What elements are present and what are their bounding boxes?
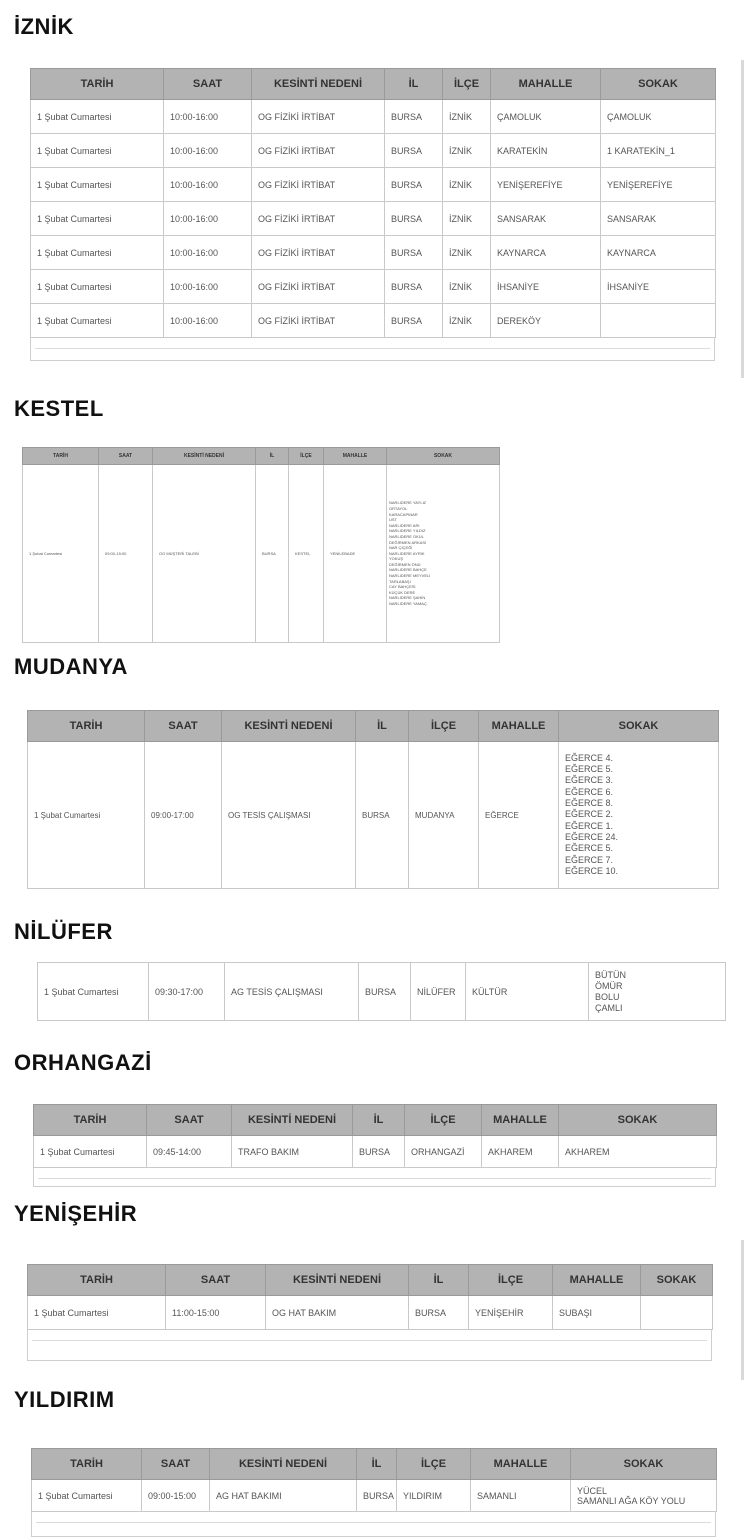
header-saat: SAAT: [145, 711, 222, 742]
outage-table-mudanya: [27, 710, 718, 889]
cell-saat: 10:00-16:00: [164, 236, 252, 270]
cell-neden: OG FİZİKİ İRTİBAT: [252, 202, 385, 236]
cell-sokak-list: [387, 465, 500, 643]
street-name: EĞERCE 2.: [565, 809, 614, 820]
cell-tarih: 1 Şubat Cumartesi: [31, 134, 164, 168]
table-row: [31, 168, 716, 202]
cell-neden: OG HAT BAKIM: [266, 1296, 409, 1330]
outage-table-iznik: [30, 68, 715, 361]
cell-saat: 09:00-15:00: [142, 1480, 210, 1512]
street-name: NARLIDERE ARI: [389, 522, 420, 528]
cell-ilce: NİLÜFER: [411, 963, 466, 1021]
cell-ilce: İZNİK: [443, 236, 491, 270]
header-sokak: SOKAK: [387, 448, 500, 465]
table-row: [23, 465, 500, 643]
cell-sokak-list: [589, 963, 726, 1021]
cell-il: BURSA: [353, 1136, 405, 1168]
table-row: [31, 134, 716, 168]
header-neden: KESİNTİ NEDENİ: [153, 448, 256, 465]
cell-ilce: İZNİK: [443, 168, 491, 202]
street-name: NARLIDERE BAHÇE: [389, 567, 427, 573]
cell-il: BURSA: [357, 1480, 397, 1512]
cell-tarih: 1 Şubat Cumartesi: [38, 963, 149, 1021]
cell-sokak: YENİŞEREFİYE: [601, 168, 716, 202]
table-footer-spacer: [30, 338, 715, 361]
cell-saat: 10:00-16:00: [164, 202, 252, 236]
cell-ilce: İZNİK: [443, 304, 491, 338]
table-footer-spacer: [33, 1168, 716, 1187]
header-neden: KESİNTİ NEDENİ: [252, 69, 385, 100]
cell-ilce: İZNİK: [443, 100, 491, 134]
cell-ilce: İZNİK: [443, 134, 491, 168]
cell-saat: 10:00-16:00: [164, 270, 252, 304]
cell-mahalle: SAMANLI: [471, 1480, 571, 1512]
cell-il: BURSA: [409, 1296, 469, 1330]
header-ilce: İLÇE: [443, 69, 491, 100]
cell-tarih: 1 Şubat Cumartesi: [31, 202, 164, 236]
header-sokak: SOKAK: [559, 1105, 717, 1136]
section-title-yildirim: YILDIRIM: [14, 1387, 115, 1412]
street-name: ÇAMLI: [595, 1002, 623, 1013]
cell-mahalle: YENİŞEREFİYE: [491, 168, 601, 202]
table-row: [31, 100, 716, 134]
section-title-mudanya: MUDANYA: [14, 654, 128, 679]
outage-table-nilufer: [37, 962, 725, 1021]
table-row: [32, 1480, 717, 1512]
header-mahalle: MAHALLE: [471, 1449, 571, 1480]
street-name: EĞERCE 5.: [565, 843, 614, 854]
header-neden: KESİNTİ NEDENİ: [266, 1265, 409, 1296]
table-row: [31, 236, 716, 270]
cell-tarih: 1 Şubat Cumartesi: [31, 100, 164, 134]
cell-saat: 10:00-16:00: [164, 168, 252, 202]
cell-saat: 09:00-15:00: [99, 465, 153, 643]
header-il: İL: [356, 711, 409, 742]
street-name: NARLIDERE AYRIK: [389, 550, 425, 556]
page-edge-line: [741, 1240, 744, 1380]
cell-il: BURSA: [385, 100, 443, 134]
cell-tarih: 1 Şubat Cumartesi: [31, 236, 164, 270]
table-row: [28, 1296, 713, 1330]
section-title-yenisehir: YENİŞEHİR: [14, 1201, 138, 1226]
header-mahalle: MAHALLE: [553, 1265, 641, 1296]
header-sokak: SOKAK: [641, 1265, 713, 1296]
cell-ilce: İZNİK: [443, 270, 491, 304]
cell-sokak: YÜCEL SAMANLI AĞA KÖY YOLU: [571, 1480, 717, 1512]
table-row: [34, 1136, 717, 1168]
header-mahalle: MAHALLE: [482, 1105, 559, 1136]
header-tarih: TARİH: [23, 448, 99, 465]
table-header-row: [28, 1265, 713, 1296]
cell-neden: OG FİZİKİ İRTİBAT: [252, 304, 385, 338]
street-name: EĞERCE 1.: [565, 820, 614, 831]
street-name: ÖMÜR: [595, 980, 623, 991]
street-name: NARLIDERE YAMAÇ: [389, 601, 427, 607]
header-ilce: İLÇE: [397, 1449, 471, 1480]
cell-saat: 10:00-16:00: [164, 100, 252, 134]
cell-tarih: 1 Şubat Cumartesi: [34, 1136, 147, 1168]
cell-il: BURSA: [385, 168, 443, 202]
cell-neden: OG FİZİKİ İRTİBAT: [252, 270, 385, 304]
street-name: NARLIDERE YAYLIZ: [389, 500, 427, 506]
street-name: TARLABAŞI: [389, 578, 411, 584]
header-mahalle: MAHALLE: [479, 711, 559, 742]
street-name: EĞERCE 4.: [565, 752, 614, 763]
table-row: [31, 304, 716, 338]
cell-saat: 11:00-15:00: [166, 1296, 266, 1330]
table-header-row: [28, 711, 719, 742]
header-neden: KESİNTİ NEDENİ: [210, 1449, 357, 1480]
street-name: UST: [389, 517, 397, 523]
cell-ilce: MUDANYA: [409, 742, 479, 889]
cell-mahalle: KARATEKİN: [491, 134, 601, 168]
header-tarih: TARİH: [31, 69, 164, 100]
table-header-row: [32, 1449, 717, 1480]
header-tarih: TARİH: [34, 1105, 147, 1136]
cell-saat: 09:30-17:00: [149, 963, 225, 1021]
street-name: DEĞİRMEN ÖNÜ: [389, 561, 421, 567]
table-header-row: [31, 69, 716, 100]
cell-tarih: 1 Şubat Cumartesi: [32, 1480, 142, 1512]
cell-sokak: KAYNARCA: [601, 236, 716, 270]
street-name: KARACAPINAR: [389, 511, 418, 517]
table-footer-spacer: [27, 1330, 712, 1361]
street-name: NARLIDERE YILDIZ: [389, 528, 426, 534]
outage-table-orhangazi: [33, 1104, 716, 1187]
page-edge-line: [741, 60, 744, 378]
street-name: EĞERCE 3.: [565, 775, 614, 786]
street-name: BOLU: [595, 991, 620, 1002]
cell-tarih: 1 Şubat Cumartesi: [28, 1296, 166, 1330]
header-tarih: TARİH: [28, 711, 145, 742]
header-ilce: İLÇE: [469, 1265, 553, 1296]
table-header-row: [23, 448, 500, 465]
header-saat: SAAT: [142, 1449, 210, 1480]
cell-neden: OG MÜŞTERİ TALEBİ: [153, 465, 256, 643]
street-name: CAY BAHÇESİ: [389, 584, 416, 590]
table-row: [28, 742, 719, 889]
header-sokak: SOKAK: [571, 1449, 717, 1480]
cell-ilce: İZNİK: [443, 202, 491, 236]
street-name: NARLIDERE ŞAHİN: [389, 595, 426, 601]
header-neden: KESİNTİ NEDENİ: [222, 711, 356, 742]
header-il: İL: [353, 1105, 405, 1136]
cell-tarih: 1 Şubat Cumartesi: [23, 465, 99, 643]
street-name: EĞERCE 6.: [565, 786, 614, 797]
cell-mahalle: İHSANİYE: [491, 270, 601, 304]
cell-ilce: YENİŞEHİR: [469, 1296, 553, 1330]
header-tarih: TARİH: [32, 1449, 142, 1480]
cell-mahalle: KAYNARCA: [491, 236, 601, 270]
cell-tarih: 1 Şubat Cumartesi: [28, 742, 145, 889]
header-ilce: İLÇE: [405, 1105, 482, 1136]
cell-il: BURSA: [356, 742, 409, 889]
section-title-kestel: KESTEL: [14, 396, 104, 421]
cell-il: BURSA: [256, 465, 289, 643]
cell-mahalle: KÜLTÜR: [466, 963, 589, 1021]
cell-il: BURSA: [359, 963, 411, 1021]
cell-sokak-list: [559, 742, 719, 889]
header-saat: SAAT: [164, 69, 252, 100]
street-name: NAR ÇİÇEĞİ: [389, 545, 413, 551]
cell-neden: OG FİZİKİ İRTİBAT: [252, 100, 385, 134]
street-name: EĞERCE 7.: [565, 854, 614, 865]
street-name: DEĞİRMEN ARKASI: [389, 539, 427, 545]
street-name: YOKUŞ: [389, 556, 404, 562]
street-name: EĞERCE 8.: [565, 798, 614, 809]
outage-table-kestel: [22, 447, 499, 643]
header-il: İL: [409, 1265, 469, 1296]
cell-il: BURSA: [385, 270, 443, 304]
cell-mahalle: SANSARAK: [491, 202, 601, 236]
header-saat: SAAT: [147, 1105, 232, 1136]
header-sokak: SOKAK: [559, 711, 719, 742]
cell-sokak: ÇAMOLUK: [601, 100, 716, 134]
street-name: BÜTÜN: [595, 969, 626, 980]
table-row: [31, 270, 716, 304]
cell-tarih: 1 Şubat Cumartesi: [31, 168, 164, 202]
cell-sokak: [601, 304, 716, 338]
cell-sokak: 1 KARATEKİN_1: [601, 134, 716, 168]
header-saat: SAAT: [99, 448, 153, 465]
street-name: KÜÇÜK DERE: [389, 589, 416, 595]
street-name: NARLIDERE MEYVELİ: [389, 573, 431, 579]
street-name: EĞERCE 5.: [565, 764, 614, 775]
section-title-orhangazi: ORHANGAZİ: [14, 1050, 152, 1075]
cell-ilce: YILDIRIM: [397, 1480, 471, 1512]
header-ilce: İLÇE: [409, 711, 479, 742]
cell-il: BURSA: [385, 202, 443, 236]
cell-mahalle: EĞERCE: [479, 742, 559, 889]
cell-neden: OG FİZİKİ İRTİBAT: [252, 134, 385, 168]
cell-tarih: 1 Şubat Cumartesi: [31, 270, 164, 304]
table-footer-spacer: [31, 1512, 716, 1537]
cell-saat: 10:00-16:00: [164, 304, 252, 338]
header-il: İL: [385, 69, 443, 100]
cell-mahalle: SUBAŞI: [553, 1296, 641, 1330]
cell-sokak: SANSARAK: [601, 202, 716, 236]
cell-neden: OG FİZİKİ İRTİBAT: [252, 168, 385, 202]
cell-mahalle: AKHAREM: [482, 1136, 559, 1168]
header-saat: SAAT: [166, 1265, 266, 1296]
cell-saat: 10:00-16:00: [164, 134, 252, 168]
cell-saat: 09:00-17:00: [145, 742, 222, 889]
header-tarih: TARİH: [28, 1265, 166, 1296]
cell-neden: AG TESİS ÇALIŞMASI: [225, 963, 359, 1021]
cell-neden: OG TESİS ÇALIŞMASI: [222, 742, 356, 889]
cell-il: BURSA: [385, 236, 443, 270]
section-title-iznik: İZNİK: [14, 14, 74, 39]
cell-neden: OG FİZİKİ İRTİBAT: [252, 236, 385, 270]
cell-il: BURSA: [385, 304, 443, 338]
table-header-row: [34, 1105, 717, 1136]
cell-sokak: AKHAREM: [559, 1136, 717, 1168]
header-mahalle: MAHALLE: [324, 448, 387, 465]
cell-mahalle: DEREKÖY: [491, 304, 601, 338]
street-name: EĞERCE 10.: [565, 865, 619, 876]
header-mahalle: MAHALLE: [491, 69, 601, 100]
header-il: İL: [357, 1449, 397, 1480]
cell-tarih: 1 Şubat Cumartesi: [31, 304, 164, 338]
cell-saat: 09:45-14:00: [147, 1136, 232, 1168]
street-name: NARLIDERE OKUL: [389, 533, 424, 539]
street-name: ORTAYOL: [389, 505, 408, 511]
cell-neden: TRAFO BAKIM: [232, 1136, 353, 1168]
cell-il: BURSA: [385, 134, 443, 168]
cell-mahalle: ÇAMOLUK: [491, 100, 601, 134]
cell-sokak: İHSANİYE: [601, 270, 716, 304]
header-ilce: İLÇE: [289, 448, 324, 465]
cell-sokak: [641, 1296, 713, 1330]
header-neden: KESİNTİ NEDENİ: [232, 1105, 353, 1136]
section-title-nilufer: NİLÜFER: [14, 919, 113, 944]
outage-table-yenisehir: [27, 1264, 712, 1361]
header-sokak: SOKAK: [601, 69, 716, 100]
outage-table-yildirim: [31, 1448, 716, 1537]
street-name: EĞERCE 24.: [565, 831, 619, 842]
cell-ilce: KESTEL: [289, 465, 324, 643]
cell-ilce: ORHANGAZİ: [405, 1136, 482, 1168]
table-row: [31, 202, 716, 236]
table-row: [38, 963, 726, 1021]
cell-neden: AG HAT BAKIMI: [210, 1480, 357, 1512]
cell-mahalle: YENİLEBADE: [324, 465, 387, 643]
header-il: İL: [256, 448, 289, 465]
